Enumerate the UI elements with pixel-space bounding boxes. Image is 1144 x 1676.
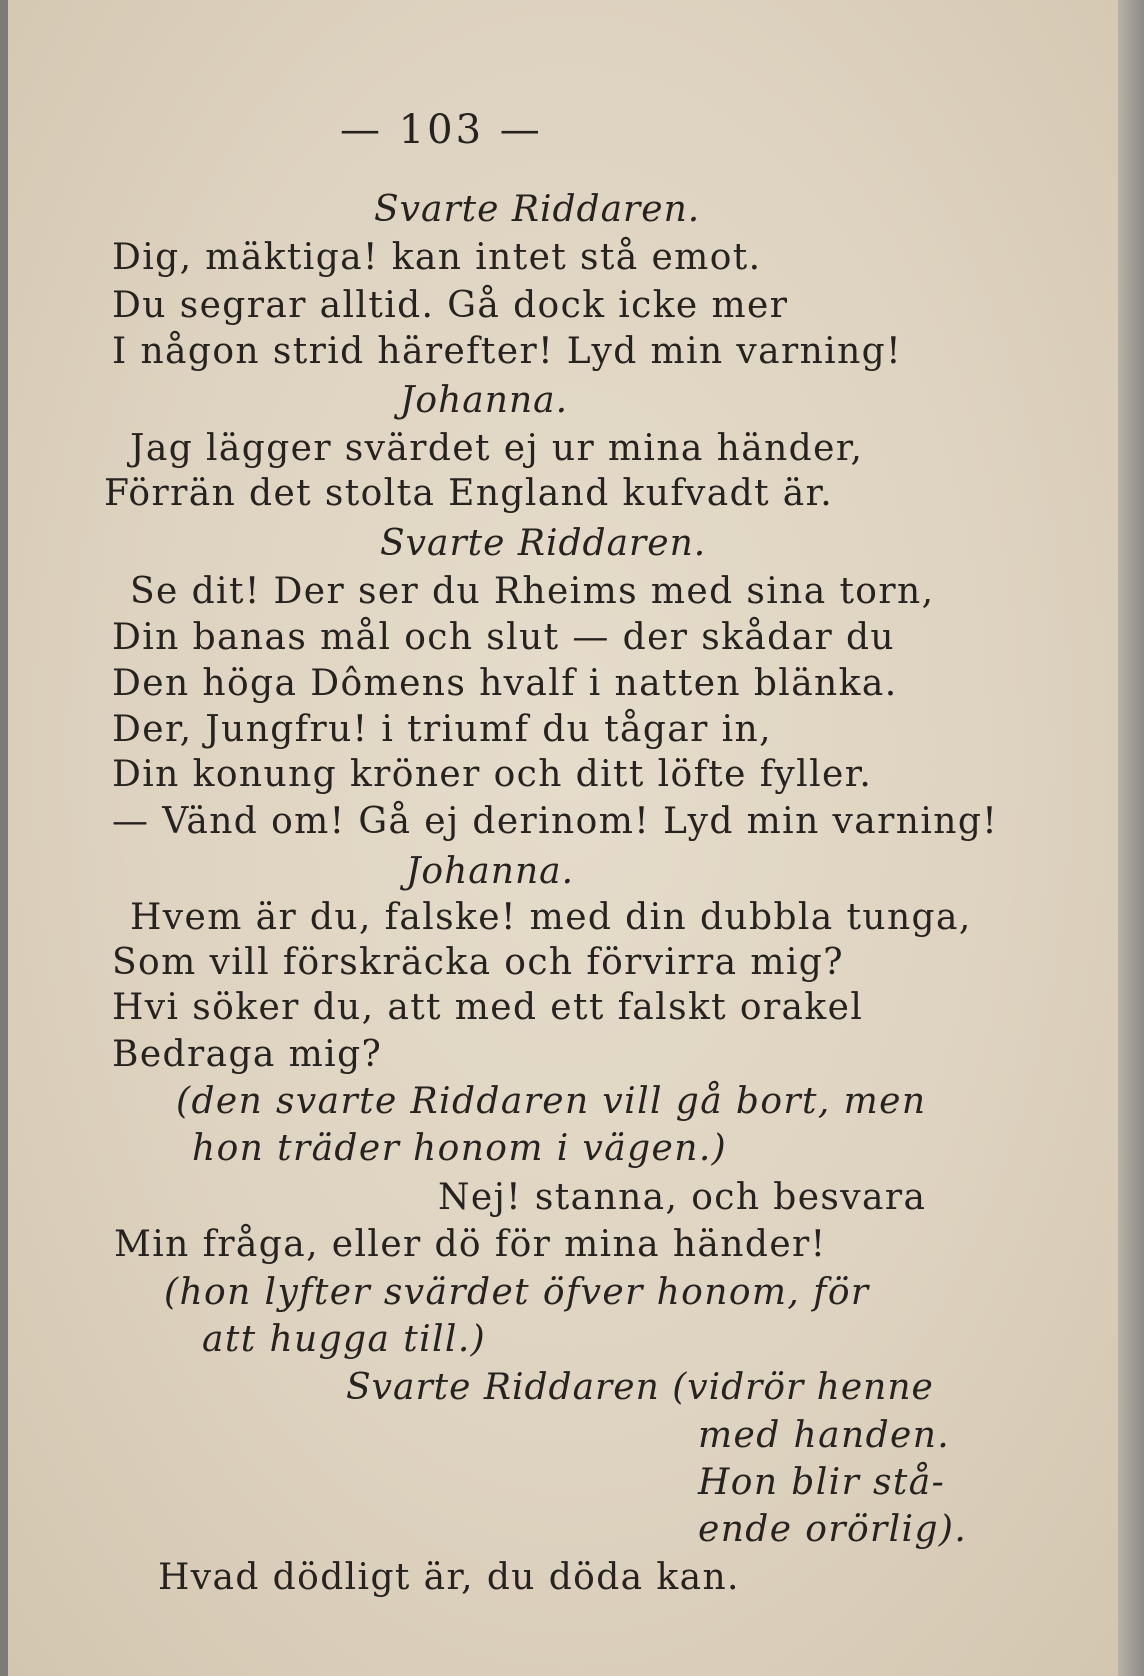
page-number: — 103 — — [340, 107, 543, 153]
verse-line: Din konung kröner och ditt löfte fyller. — [112, 754, 873, 795]
book-page — [8, 0, 1132, 1676]
verse-line: Du segrar alltid. Gå dock icke mer — [112, 285, 789, 326]
verse-line: Der, Jungfru! i triumf du tågar in, — [112, 709, 772, 750]
verse-line: Se dit! Der ser du Rheims med sina torn, — [130, 571, 935, 612]
verse-line: Din banas mål och slut — der skådar du — [112, 617, 895, 658]
verse-line: Den höga Dômens hvalf i natten blänka. — [112, 663, 898, 704]
stage-direction: med handen. — [698, 1415, 951, 1456]
speaker-name: Svarte Riddaren. — [374, 189, 701, 230]
verse-line: Min fråga, eller dö för mina händer! — [114, 1224, 827, 1265]
verse-line: Bedraga mig? — [112, 1034, 383, 1075]
stage-direction: (den svarte Riddaren vill gå bort, men — [176, 1081, 927, 1122]
verse-line: Förrän det stolta England kufvadt är. — [104, 473, 834, 514]
speaker-name: Svarte Riddaren (vidrör henne — [346, 1367, 934, 1408]
page-edge-shadow — [1118, 0, 1144, 1676]
verse-line: — Vänd om! Gå ej derinom! Lyd min varning! — [112, 801, 999, 842]
verse-line: Som vill förskräcka och förvirra mig? — [112, 942, 844, 983]
stage-direction: (hon lyfter svärdet öfver honom, för — [164, 1272, 870, 1313]
stage-direction: hon träder honom i vägen.) — [192, 1128, 728, 1169]
speaker-name: Svarte Riddaren. — [380, 523, 707, 564]
stage-direction: ende orörlig). — [698, 1509, 968, 1550]
verse-line: Hvem är du, falske! med din dubbla tunga, — [130, 897, 972, 938]
verse-line: Dig, mäktiga! kan intet stå emot. — [112, 237, 762, 278]
verse-line: I någon strid härefter! Lyd min varning! — [112, 331, 902, 372]
verse-line: Hvi söker du, att med ett falskt orakel — [112, 987, 864, 1028]
stage-direction: att hugga till.) — [202, 1319, 487, 1360]
stage-direction: Hon blir stå- — [698, 1462, 946, 1503]
speaker-name: Johanna. — [406, 851, 575, 892]
speaker-name: Johanna. — [400, 380, 569, 421]
verse-line: Jag lägger svärdet ej ur mina händer, — [130, 428, 864, 469]
verse-line: Hvad dödligt är, du döda kan. — [158, 1557, 740, 1598]
verse-line: Nej! stanna, och besvara — [438, 1177, 927, 1218]
